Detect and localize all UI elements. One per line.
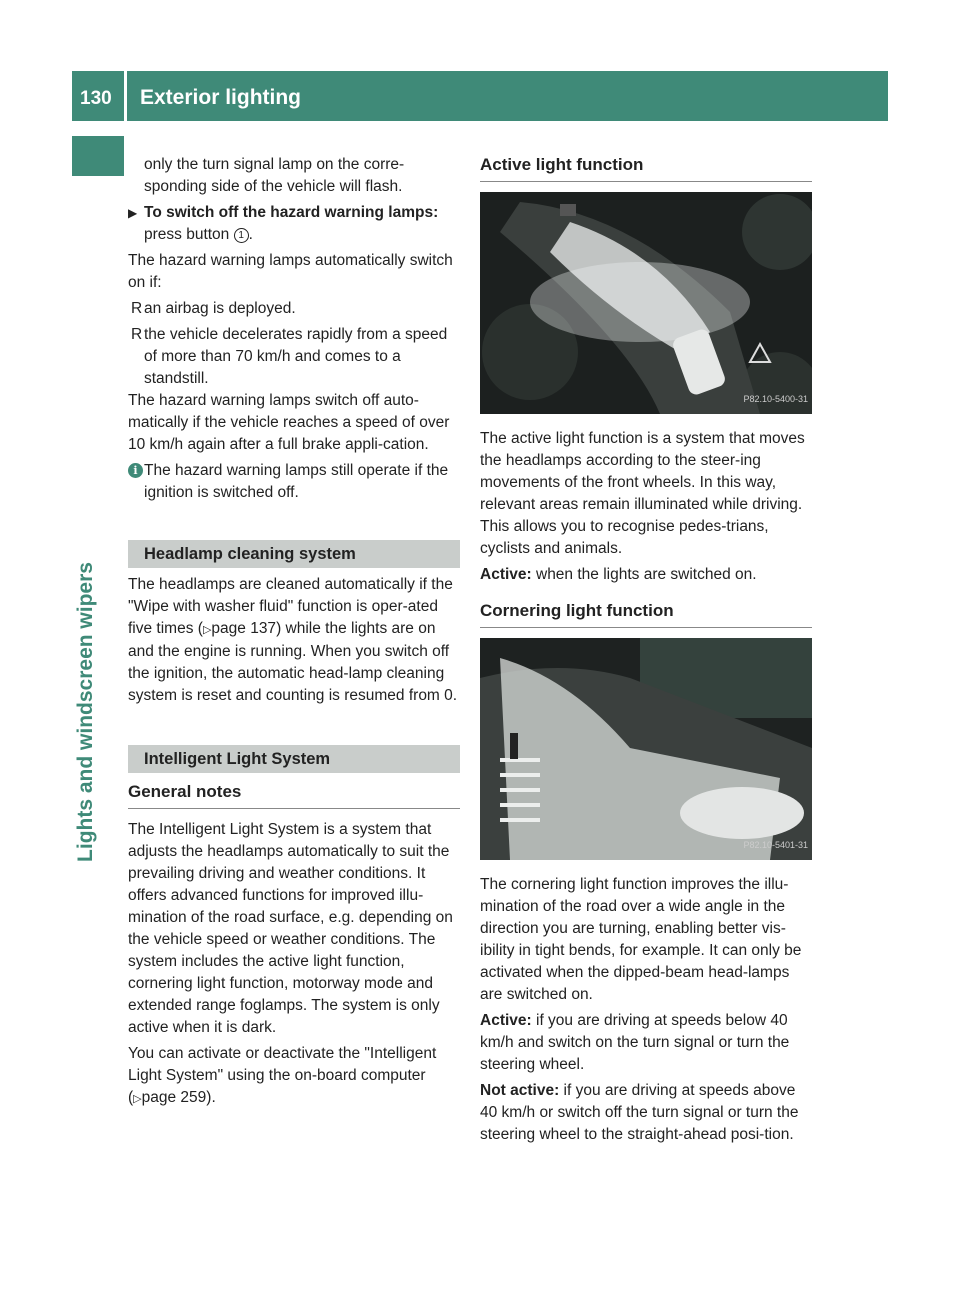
page-ref-arrow-icon: ▷ (133, 1093, 142, 1105)
page-ref-arrow-icon: ▷ (202, 624, 212, 636)
section-heading: Headlamp cleaning system (128, 540, 460, 568)
paragraph: The hazard warning lamps automatically switch on if: (128, 252, 453, 291)
active-text: if you are driving at speeds below 40 km/h and switch on the turn signal or turn the steering wheel. (480, 1012, 790, 1073)
right-column (480, 154, 812, 1146)
button-number-icon: 1 (234, 228, 249, 243)
paragraph: only the turn signal lamp on the corre-sponding side of the vehicle will flash. (144, 156, 405, 195)
text: ). (206, 1089, 216, 1106)
subsection-heading: Cornering light function (480, 600, 812, 628)
image-code: P82.10-5401-31 (743, 840, 808, 850)
info-icon: i (128, 463, 143, 478)
side-chapter-label: Lights and windscreen wipers (74, 562, 97, 862)
info-note (128, 460, 460, 504)
list-item-text: the vehicle decelerates rapidly from a speed of more than 70 km/h and comes to a standstill. (144, 326, 448, 387)
paragraph (128, 574, 460, 707)
side-tab (72, 136, 124, 176)
active-label: Active: (480, 1012, 532, 1029)
cornering-light-illustration (480, 638, 812, 860)
paragraph (480, 1080, 812, 1146)
list-item-text: an airbag is deployed. (144, 300, 296, 317)
active-light-image (480, 192, 812, 414)
list-item (128, 298, 460, 320)
step-end: . (248, 226, 253, 243)
step-label: To switch off the hazard warning lamps: (144, 204, 439, 221)
section-heading: Intelligent Light System (128, 745, 460, 773)
page-reference[interactable]: page 137 (211, 620, 277, 637)
page-reference[interactable]: page 259 (141, 1089, 207, 1106)
not-active-label: Not active: (480, 1082, 560, 1099)
text: You can activate or deactivate the "Intelligent Light System" using the on-board computer ( (128, 1045, 437, 1106)
paragraph (480, 1010, 812, 1076)
bullet-icon: R (131, 300, 143, 317)
list-item (128, 324, 460, 390)
paragraph: The active light function is a system that moves the headlamps according to the steer-ing movements of the front wheels. In this way, relevant areas remain illuminated while driving. This allows you to recognise pedes-trians, cyclists and animals. (480, 430, 805, 557)
page-number: 130 (80, 88, 112, 109)
paragraph: The Intelligent Light System is a system that adjusts the headlamps automatically to suit the prevailing driving and weather conditions. It offers advanced functions for improved illu-mination of the road surface, e.g. depending on the vehicle speed or weather conditions. The system includes the active light function, cornering light function, motorway mode and extended range foglamps. The system is only active when it is dark. (128, 821, 453, 1036)
left-column (128, 154, 460, 1110)
subsection-heading: General notes (128, 781, 460, 809)
not-active-text: if you are driving at speeds above 40 km/h or switch off the turn signal or turn the steering wheel to the straight-ahead posi-tion. (480, 1082, 799, 1143)
paragraph: The hazard warning lamps switch off auto-matically if the vehicle reaches a speed of over 10 km/h again after a full brake appli-cation. (128, 392, 450, 453)
info-note-text: The hazard warning lamps still operate if the ignition is switched off. (144, 462, 449, 501)
paragraph (480, 564, 812, 586)
step-text: press button (144, 226, 234, 243)
active-text: when the lights are switched on. (531, 566, 757, 583)
paragraph: The cornering light function improves the illu-mination of the road over a wide angle in the direction you are turning, enabling better vis-ibility in tight bends, for example. It can only be activated when the dipped-beam head-lamps are switched on. (480, 876, 802, 1003)
active-light-illustration (480, 192, 812, 414)
header-divider (124, 71, 127, 121)
active-label: Active: (480, 566, 532, 583)
paragraph (128, 1043, 460, 1110)
subsection-heading: Active light function (480, 154, 812, 182)
bullet-icon: R (131, 326, 143, 343)
section-title: Exterior lighting (140, 86, 302, 109)
text: The headlamps are cleaned automatically if the "Wipe with washer fluid" function is oper-ated five times ( (128, 576, 453, 637)
instruction-step (128, 202, 460, 246)
step-arrow-icon: ▶ (128, 206, 138, 220)
image-code: P82.10-5400-31 (743, 394, 808, 404)
cornering-light-image (480, 638, 812, 860)
text: ) while the lights are on and the engine is running. When you switch off the ignition, the automatic head-lamp cleaning system is reset and counting is resumed from 0. (128, 620, 458, 704)
